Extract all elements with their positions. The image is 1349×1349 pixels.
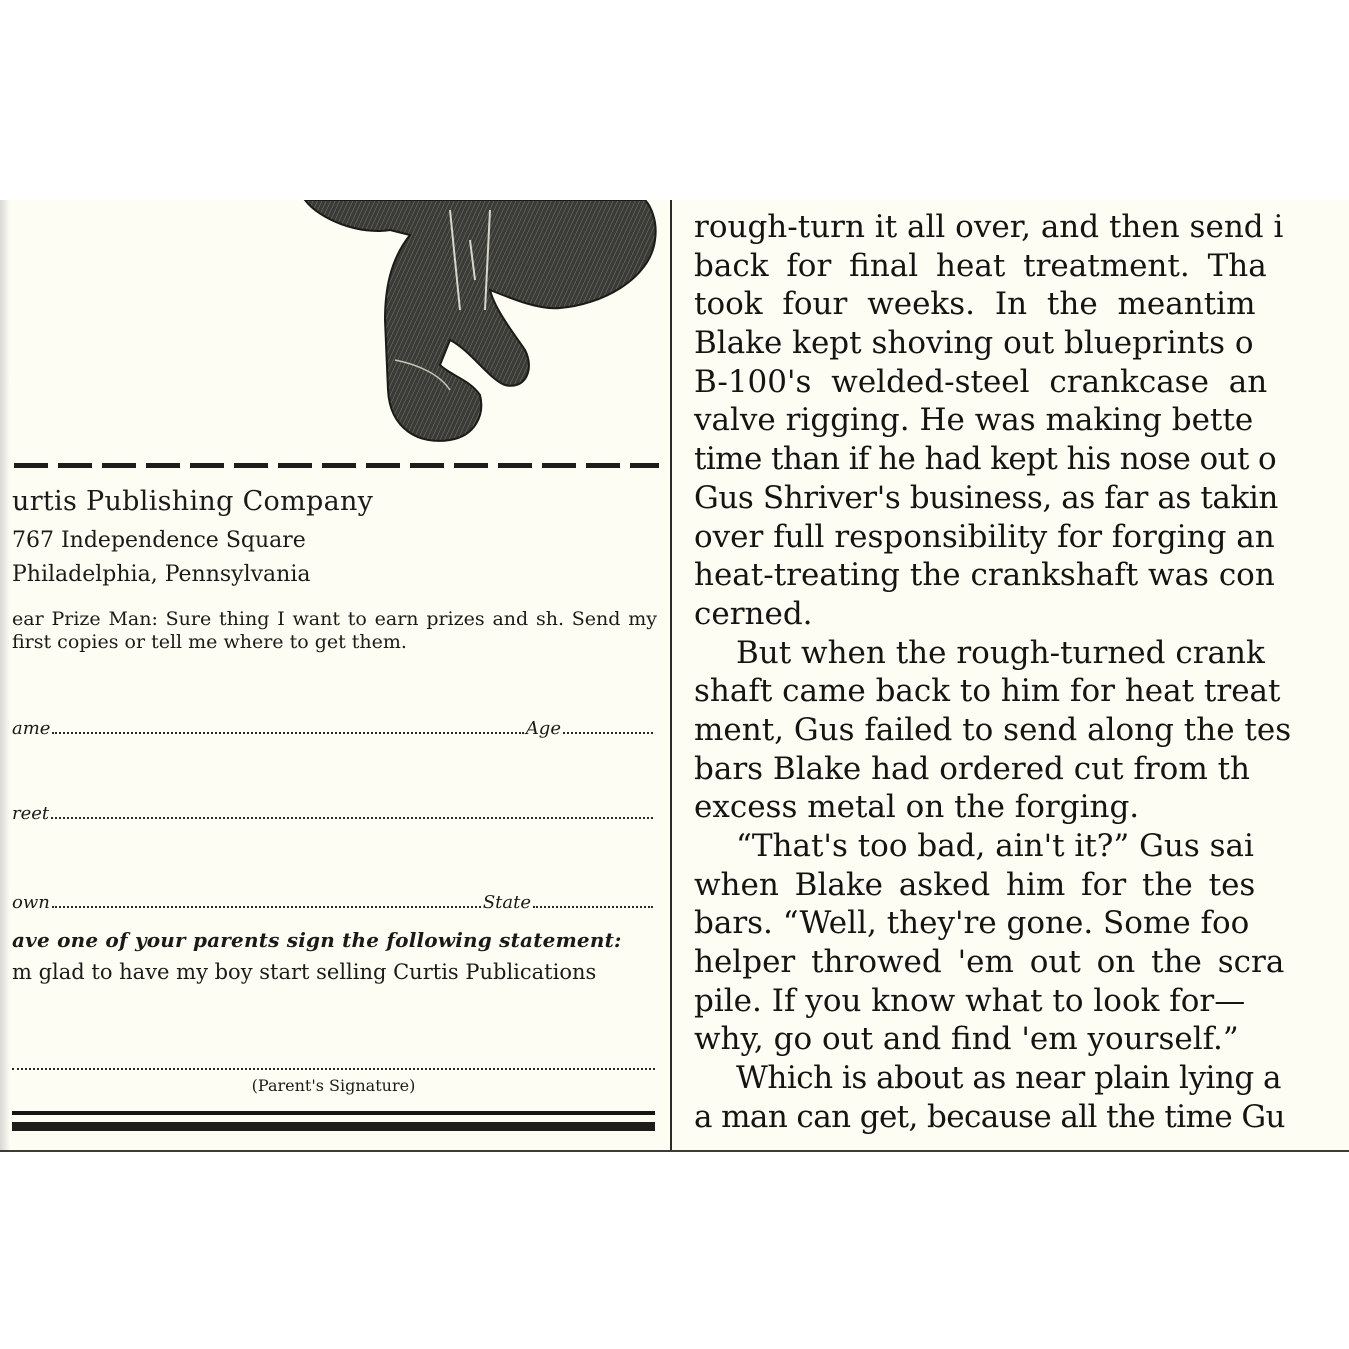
article-line: heat-treating the crankshaft was con: [694, 557, 1275, 594]
street-label: reet: [12, 803, 50, 824]
article-line: bars. “Well, they're gone. Some foo: [694, 905, 1250, 942]
article-line: time than if he had kept his nose out o: [694, 441, 1277, 478]
article-line: helper throwed 'em out on the scra: [694, 944, 1285, 981]
town-label: own: [12, 892, 50, 913]
company-name: urtis Publishing Company: [12, 486, 374, 517]
article-line: “That's too bad, ain't it?” Gus sai: [736, 828, 1254, 864]
column-divider: [670, 200, 672, 1150]
age-label: Age: [525, 718, 561, 739]
article-line: shaft came back to him for heat treat: [694, 673, 1281, 710]
article-line: valve rigging. He was making bette: [694, 402, 1254, 439]
article-line: Which is about as near plain lying a: [736, 1060, 1282, 1097]
article-line: back for final heat treatment. Tha: [694, 247, 1267, 284]
town-field[interactable]: [52, 905, 481, 908]
article-line: over full responsibility for forging an: [694, 518, 1275, 555]
address-line-1: 767 Independence Square: [12, 528, 306, 553]
rule-thin: [12, 1111, 655, 1115]
state-label: State: [482, 892, 531, 913]
boxing-glove-icon: [300, 200, 660, 455]
town-state-row: [12, 892, 655, 913]
article-line: why, go out and find 'em yourself.”: [694, 1021, 1239, 1058]
cut-here-dashed-line: [14, 463, 659, 468]
name-field[interactable]: [52, 731, 523, 734]
article-line: a man can get, because all the time Gu: [694, 1098, 1285, 1135]
parents-instruction: ave one of your parents sign the following statement:: [12, 928, 622, 952]
name-age-row: [12, 718, 655, 739]
article-line: bars Blake had ordered cut from th: [694, 750, 1251, 787]
age-field[interactable]: [563, 731, 653, 734]
name-label: ame: [12, 718, 51, 739]
signature-label: (Parent's Signature): [251, 1076, 416, 1095]
article-line: B-100's welded-steel crankcase an: [694, 363, 1268, 400]
article-line: when Blake asked him for the tes: [694, 866, 1256, 903]
article-line: ment, Gus failed to send along the tes: [694, 711, 1292, 748]
coupon-section: [0, 200, 670, 1150]
parent-statement: m glad to have my boy start selling Curtis Publications: [12, 960, 597, 984]
article-line: excess metal on the forging.: [694, 789, 1140, 826]
state-field[interactable]: [533, 905, 653, 908]
address-line-2: Philadelphia, Pennsylvania: [12, 562, 311, 587]
article-line: rough-turn it all over, and then send i: [694, 209, 1284, 245]
article-line: Blake kept shoving out blueprints o: [694, 325, 1254, 362]
signature-field[interactable]: [12, 1068, 655, 1070]
coupon-message: ear Prize Man: Sure thing I want to earn prizes and sh. Send my first copies or tell me where to get them.: [12, 608, 657, 653]
article-line: But when the rough-turned crank: [736, 634, 1265, 671]
clipping: [0, 200, 1349, 1152]
street-field[interactable]: [51, 816, 653, 819]
article-line: pile. If you know what to look for—: [694, 982, 1246, 1019]
street-row: [12, 803, 655, 824]
article-line: Gus Shriver's business, as far as takin: [694, 479, 1278, 516]
article-line: cerned.: [694, 595, 813, 632]
article-line: took four weeks. In the meantim: [694, 286, 1256, 323]
article-column: [694, 208, 1349, 1137]
rule-thick: [12, 1122, 655, 1131]
